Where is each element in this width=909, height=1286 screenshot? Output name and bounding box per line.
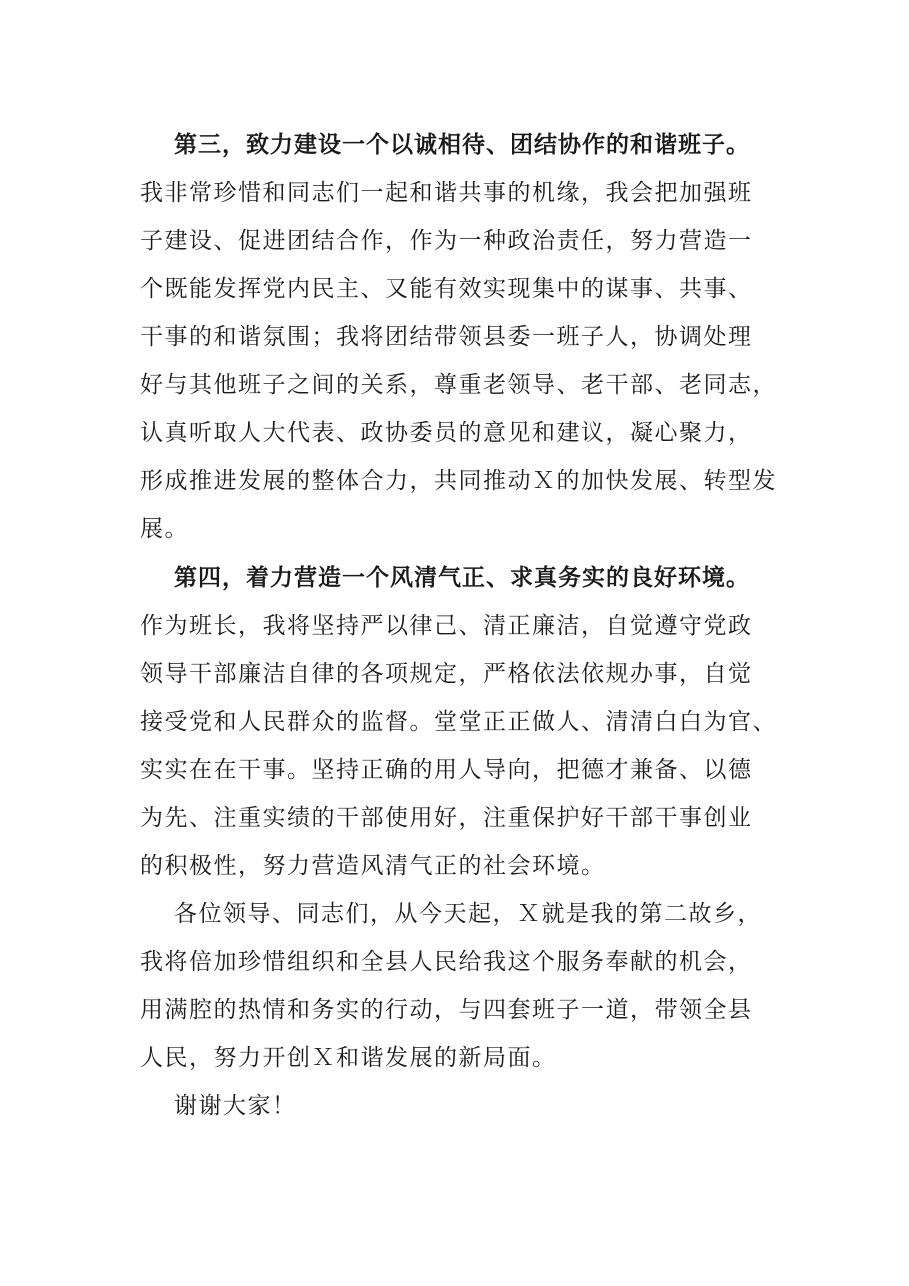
section-3-line-4: 干事的和谐氛围；我将团结带领县委一班子人，协调处理: [140, 324, 753, 350]
section-4-line-3: 接受党和人民群众的监督。堂堂正正做人、清清白白为官、: [140, 709, 777, 735]
section-3-line-8: 展。: [140, 516, 189, 542]
section-4-line-5: 为先、注重实绩的干部使用好，注重保护好干部干事创业: [140, 805, 753, 831]
section-4-heading: 第四，着力营造一个风清气正、求真务实的良好环境。: [174, 564, 750, 591]
section-3-line-1: 我非常珍惜和同志们一起和谐共事的机缘，我会把加强班: [140, 180, 753, 206]
closing-line-4: 人民，努力开创Ｘ和谐发展的新局面。: [140, 1045, 557, 1071]
section-4-line-6: 的积极性，努力营造风清气正的社会环境。: [140, 853, 606, 879]
section-3-line-6: 认真听取人大代表、政协委员的意见和建议，凝心聚力，: [140, 420, 753, 446]
section-4-line-4: 实实在在干事。坚持正确的用人导向，把德才兼备、以德: [140, 757, 753, 783]
section-4-line-1: 作为班长，我将坚持严以律己、清正廉洁，自觉遵守党政: [140, 613, 753, 639]
section-3-line-7: 形成推进发展的整体合力，共同推动Ｘ的加快发展、转型发: [140, 468, 777, 494]
closing-line-1: 各位领导、同志们，从今天起，Ｘ就是我的第二故乡，: [174, 901, 762, 927]
closing-line-3: 用满腔的热情和务实的行动，与四套班子一道，带领全县: [140, 997, 753, 1023]
section-3-line-3: 个既能发挥党内民主、又能有效实现集中的谋事、共事、: [140, 276, 753, 302]
section-3-heading: 第三，致力建设一个以诚相待、团结协作的和谐班子。: [174, 131, 750, 158]
closing-line-2: 我将倍加珍惜组织和全县人民给我这个服务奉献的机会，: [140, 949, 753, 975]
section-4-line-2: 领导干部廉洁自律的各项规定，严格依法依规办事，自觉: [140, 661, 753, 687]
section-3-line-2: 子建设、促进团结合作，作为一种政治责任，努力营造一: [140, 228, 753, 254]
section-3-line-5: 好与其他班子之间的关系，尊重老领导、老干部、老同志，: [140, 372, 777, 398]
thanks-line: 谢谢大家！: [174, 1093, 297, 1119]
